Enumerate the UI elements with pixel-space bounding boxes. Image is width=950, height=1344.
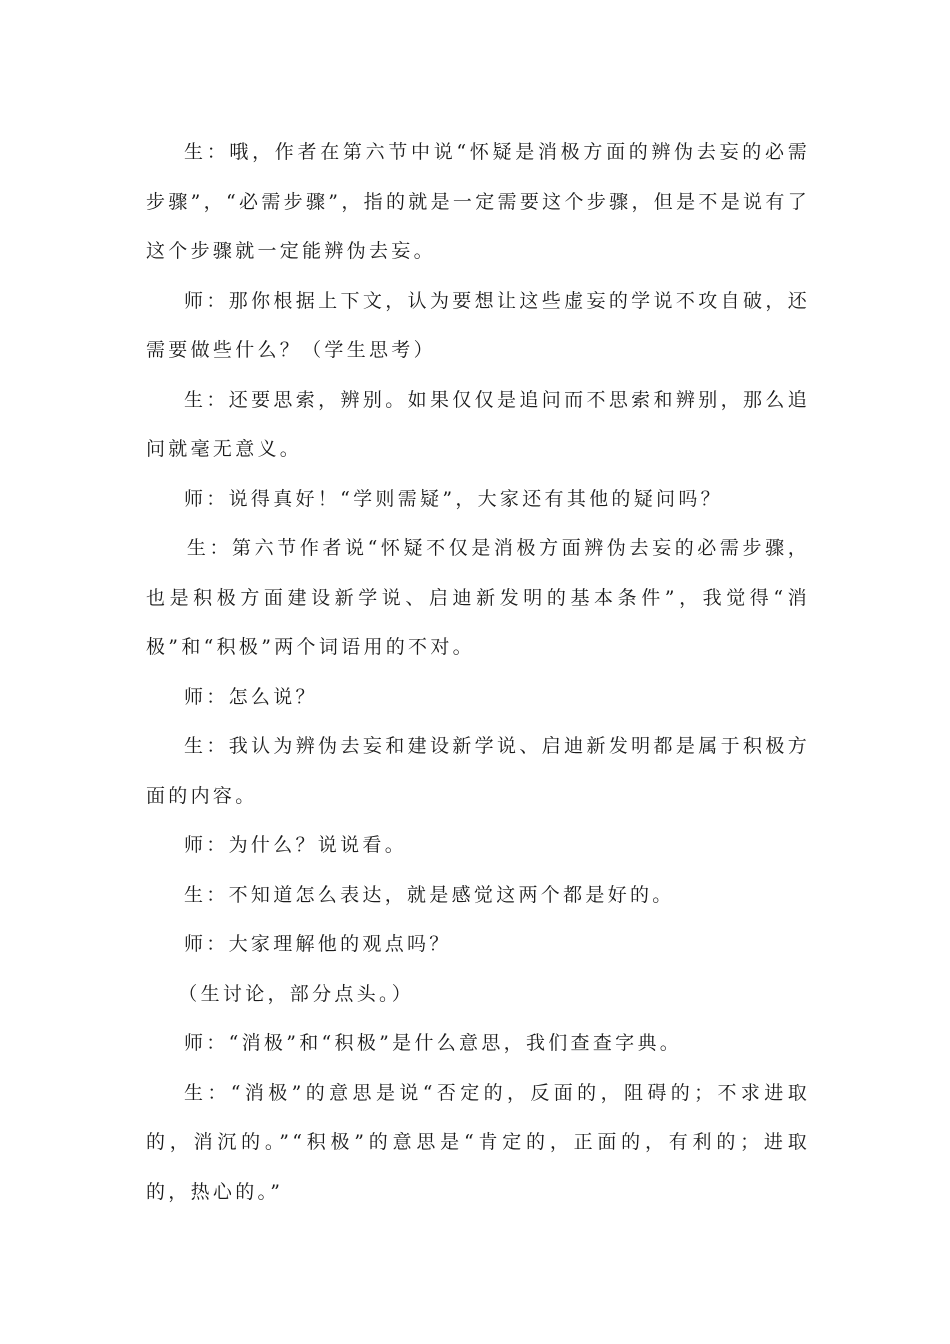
dialogue-paragraph: 生：我认为辨伪去妄和建设新学说、启迪新发明都是属于积极方面的内容。 bbox=[146, 735, 810, 807]
dialogue-paragraph: 生：还要思索，辨别。如果仅仅是追问而不思索和辨别，那么追问就毫无意义。 bbox=[146, 388, 810, 460]
dialogue-paragraph: 师：大家理解他的观点吗？ bbox=[184, 933, 452, 955]
document-body bbox=[146, 128, 810, 1217]
dialogue-paragraph: 师：怎么说？ bbox=[184, 685, 318, 708]
dialogue-paragraph: 师：“消极”和“积极”是什么意思，我们查查字典。 bbox=[184, 1032, 683, 1054]
dialogue-paragraph: 生：不知道怎么表达，就是感觉这两个都是好的。 bbox=[184, 883, 675, 906]
dialogue-paragraph: 生：“消极”的意思是说“否定的，反面的，阻碍的；不求进取的，消沉的。”“积极”的意思是“肯定的，正面的，有利的；进取的，热心的。” bbox=[146, 1081, 810, 1203]
dialogue-paragraph: 师：为什么？说说看。 bbox=[184, 834, 408, 856]
dialogue-paragraph: 生：第六节作者说“怀疑不仅是消极方面辨伪去妄的必需步骤，也是积极方面建设新学说、启迪新发明的基本条件”，我觉得“消极”和“积极”两个词语用的不对。 bbox=[146, 537, 810, 658]
dialogue-paragraph: 生：哦，作者在第六节中说“怀疑是消极方面的辨伪去妄的必需步骤”，“必需步骤”，指的就是一定需要这个步骤，但是不是说有了这个步骤就一定能辨伪去妄。 bbox=[146, 141, 810, 262]
stage-direction: （生讨论，部分点头。） bbox=[178, 982, 415, 1005]
dialogue-paragraph: 师：那你根据上下文，认为要想让这些虚妄的学说不攻自破，还需要做些什么？（学生思考） bbox=[146, 289, 810, 361]
dialogue-paragraph: 师：说得真好！“学则需疑”，大家还有其他的疑问吗？ bbox=[184, 487, 723, 510]
